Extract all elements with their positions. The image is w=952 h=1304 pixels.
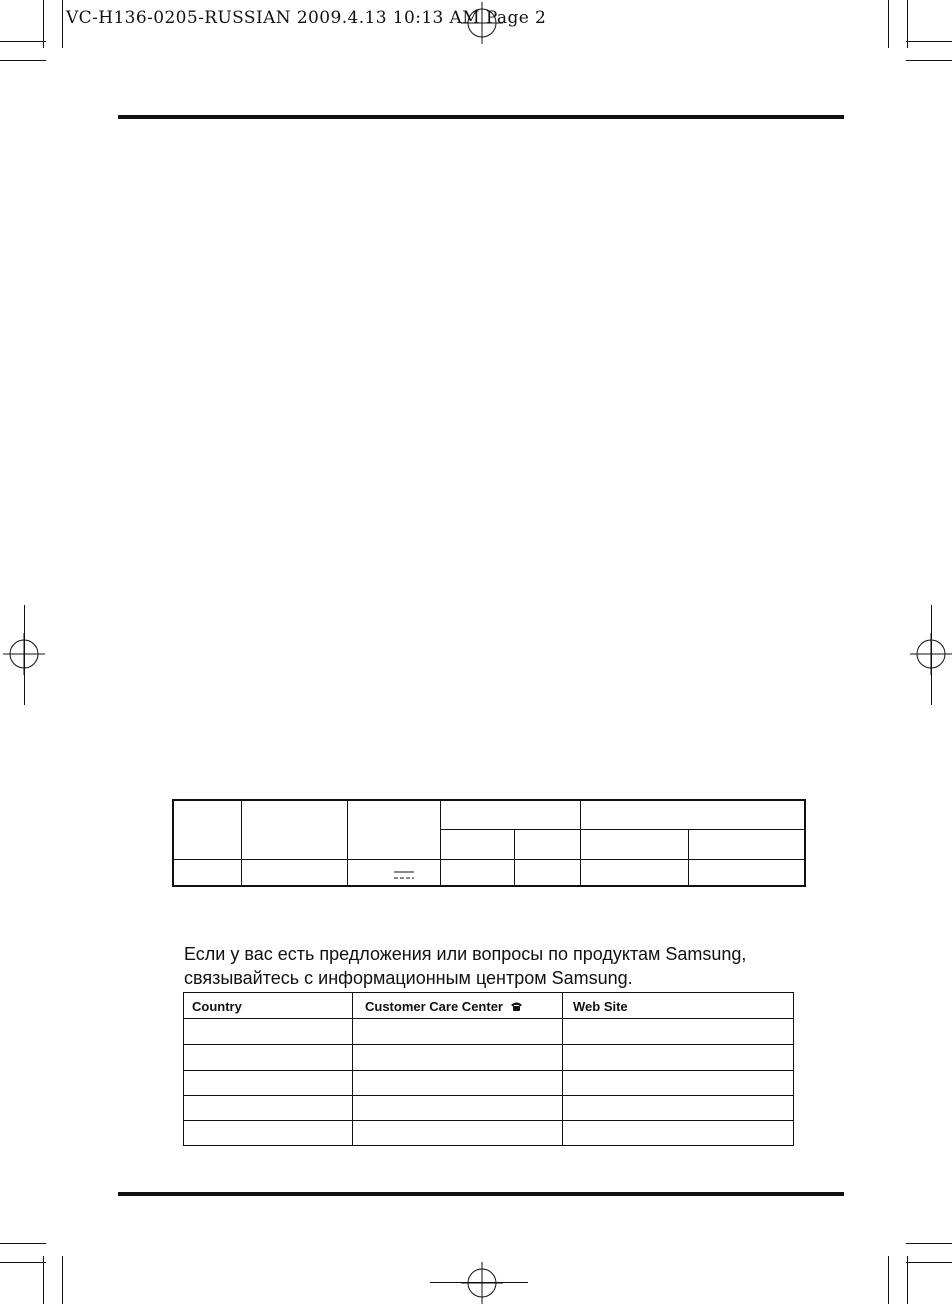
print-slug: VC-H136-0205-RUSSIAN 2009.4.13 10:13 AM Page 2 [66, 8, 547, 28]
crop-mark [906, 1262, 952, 1263]
crop-mark [0, 1262, 46, 1263]
spec-table [172, 799, 806, 887]
crop-mark [0, 1243, 46, 1244]
table-row [184, 1044, 793, 1070]
message-line-1: Если у вас есть предложения или вопросы по продуктам Samsung, [184, 944, 747, 964]
crop-mark [888, 1256, 889, 1304]
registration-mark-icon [461, 2, 503, 44]
customer-care-message [184, 942, 824, 990]
crop-mark [907, 1256, 908, 1304]
crop-mark [62, 0, 63, 48]
header-customer-care-center [365, 999, 523, 1014]
crop-mark [931, 605, 932, 705]
top-rule [118, 115, 844, 119]
crop-mark [906, 60, 952, 61]
crop-mark [430, 1282, 528, 1283]
crop-mark [888, 0, 889, 48]
crop-mark [906, 41, 952, 42]
header-customer-care-center-label: Customer Care Center [365, 999, 503, 1014]
message-line-2: связывайтесь с информационным центром Samsung. [184, 968, 633, 988]
crop-mark [24, 605, 25, 705]
crop-mark [0, 41, 46, 42]
crop-mark [43, 1256, 44, 1304]
phone-icon [510, 1001, 523, 1012]
table-row [184, 1070, 793, 1096]
header-web-site: Web Site [573, 999, 628, 1014]
crop-mark [906, 1243, 952, 1244]
bottom-rule [118, 1192, 844, 1196]
crop-mark [62, 1256, 63, 1304]
direct-current-symbol [394, 870, 414, 880]
header-country: Country [192, 999, 242, 1014]
table-row [184, 1018, 793, 1044]
registration-mark-icon [461, 1262, 503, 1304]
table-row [184, 1095, 793, 1121]
crop-mark [0, 60, 46, 61]
contact-table [183, 992, 794, 1146]
table-row [184, 1120, 793, 1146]
